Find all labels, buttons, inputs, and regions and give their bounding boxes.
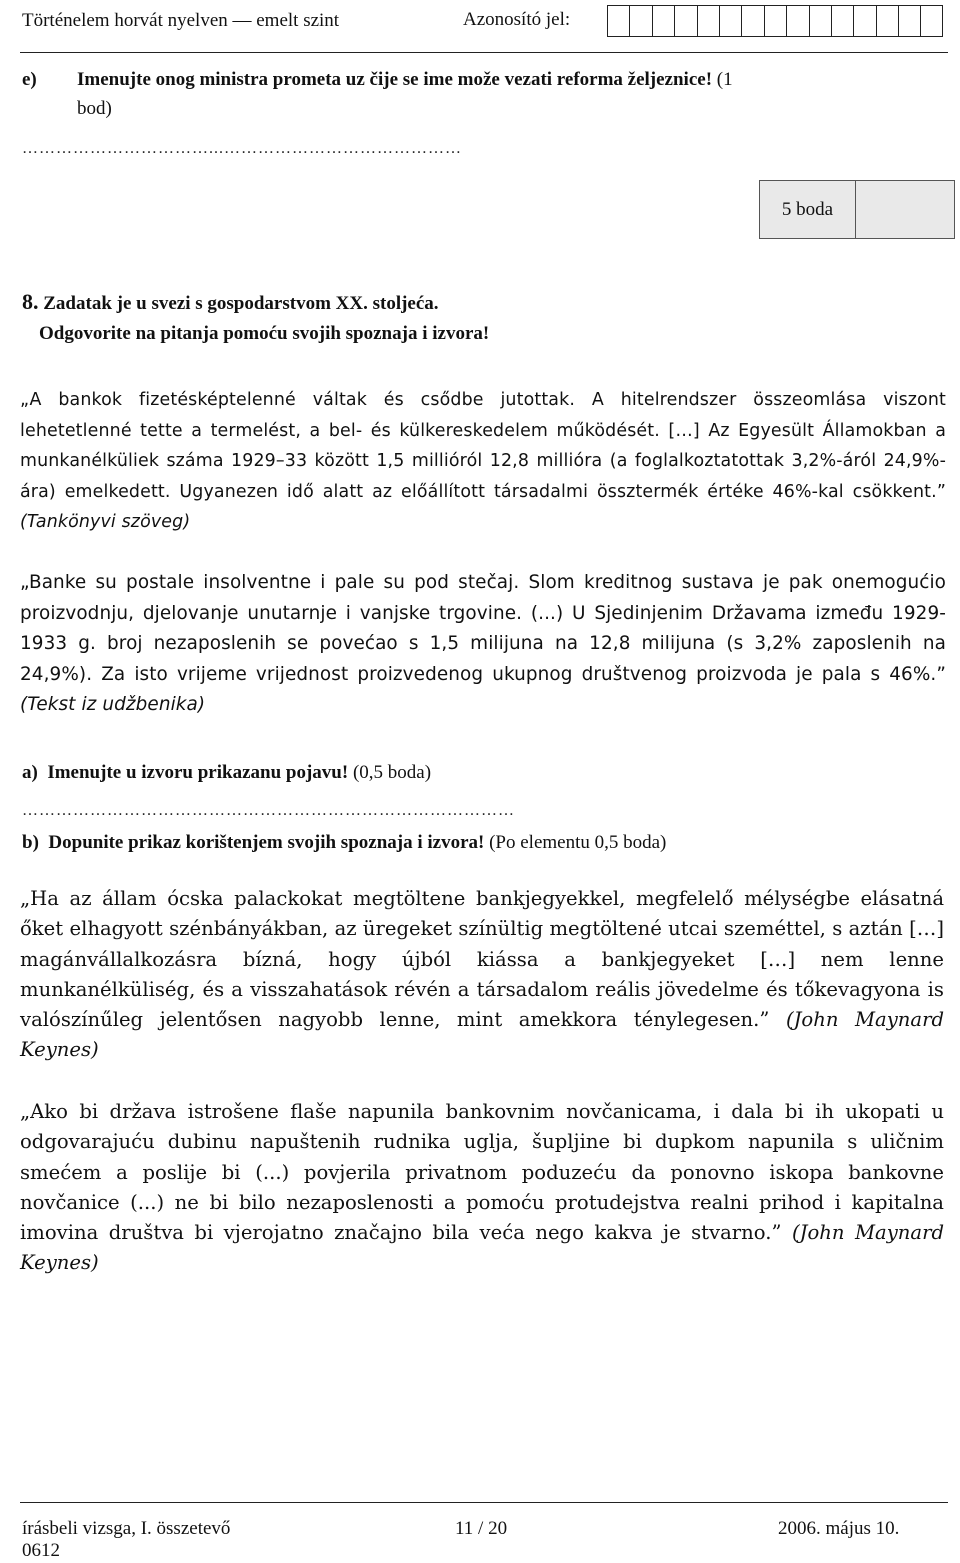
question-e-points-2: bod) [77, 98, 112, 119]
footer-exam-label: írásbeli vizsga, I. összetevő [22, 1518, 231, 1539]
id-box[interactable] [674, 5, 696, 37]
footer-page-number: 11 / 20 [455, 1518, 508, 1539]
task-8-line1: Zadatak je u svezi s gospodarstvom XX. stoljeća. [43, 293, 439, 314]
question-e-text: Imenujte onog ministra prometa uz čije se ime može vezati reforma željeznice! [77, 69, 713, 90]
score-box [759, 180, 955, 239]
id-box[interactable] [607, 5, 629, 37]
id-box[interactable] [719, 5, 741, 37]
score-cell[interactable] [856, 180, 955, 239]
question-a-points: (0,5 boda) [352, 762, 432, 783]
question-b-points: (Po elementu 0,5 boda) [489, 832, 667, 853]
id-box[interactable] [764, 5, 786, 37]
id-box[interactable] [853, 5, 875, 37]
source-hr [20, 568, 946, 721]
question-e-answer-line[interactable]: ……………………………...…………………………………… [22, 140, 462, 157]
source-hu-text: „A bankok fizetésképtelenné váltak és csődbe jutottak. A hitelrendszer összeomlása viszont lehetetlenné tette a termelést, a bel- és külkereskedelem működését. […] Az Egyesült Államokban a munkanélküliek száma 1929–33 között 1,5 millióról 12,8 millióra (a foglalkoztatottak 3,2%-áról 24,9%-ára) emelkedett. Ugyanezen idő alatt az előállított társadalmi össztermék értéke 46%-kal csökkent.” [20, 390, 946, 502]
question-a [22, 762, 431, 784]
footer-code: 0612 [22, 1540, 60, 1561]
question-b-text: Dopunite prikaz korištenjem svojih spoznaja i izvora! [48, 832, 485, 853]
source-hu-citation: (Tankönyvi szöveg) [20, 512, 191, 532]
question-a-answer-line[interactable]: …………………………………………………………………………… [22, 802, 515, 819]
task-8-line2: Odgovorite na pitanja pomoću svojih spoznaja i izvora! [39, 323, 490, 344]
id-box[interactable] [898, 5, 920, 37]
question-e-points-1: (1 [716, 69, 733, 90]
keynes-hu-text: „Ha az állam ócska palackokat megtöltene bankjegyekkel, megfelelő mélységbe elásatná őket elhagyott szénbányákban, az üregeket színültig megtöltené utcai szeméttel, s aztán […] magánvállalkozásra bízná, hogy újból kiássa a bankjegyeket […] nem lenne munkanélküliség, és a visszahatások révén a társadalom reális jövedelme és tőkevagyona is valószínűleg jelentősen nagyobb lenne, mint amekkora ténylegesen.” [20, 887, 944, 1032]
id-box[interactable] [786, 5, 808, 37]
keynes-hu-citation: (John Maynard Keynes) [20, 1008, 945, 1062]
keynes-quote-hu [20, 884, 944, 1066]
header-divider [20, 52, 948, 53]
footer-divider [20, 1502, 948, 1503]
question-e [22, 66, 952, 94]
id-box[interactable] [809, 5, 831, 37]
id-box[interactable] [629, 5, 651, 37]
id-box[interactable] [652, 5, 674, 37]
score-label: 5 boda [759, 180, 856, 239]
keynes-hr-text: „Ako bi država istrošene flaše napunila bankovnim novčanicama, i dala bi ih ukopati u odgovarajuću dubinu napuštenih rudnika uglja, šupljine bi dupkom napunila s uličnim smećem a poslije bi (...) povjerila privatnom poduzeću da ponovno iskopa bankovne novčanice (...) ne bi bilo nezaposlenosti a pomoću protudejstva realni prihod i kapitalna imovina društva bi vjerojatno značajno bila veća nego kakva je stvarno.” [20, 1100, 944, 1245]
keynes-quote-hr [20, 1097, 944, 1279]
footer-date: 2006. május 10. [778, 1518, 900, 1539]
id-box[interactable] [741, 5, 763, 37]
task-8-heading [22, 287, 489, 349]
id-label: Azonosító jel: [463, 9, 571, 30]
source-hr-text: „Banke su postale insolventne i pale su pod stečaj. Slom kreditnog sustava je pak onemogućio proizvodnju, djelovanje unutarnje i vanjske trgovine. (...) U Sjedinjenim Državama između 1929-1933 g. broj nezaposlenih se povećao s 1,5 milijuna na 12,8 milijuna (s 3,2% zaposlenih na 24,9%). Za isto vrijeme vrijednost proizvedenog ukupnog društvenog proizvoda je pala s 46%.” [20, 572, 946, 685]
id-box[interactable] [876, 5, 898, 37]
question-b [22, 832, 666, 854]
footer-left [22, 1518, 230, 1562]
task-8-number: 8. [22, 289, 39, 314]
id-boxes[interactable] [607, 5, 943, 37]
id-box[interactable] [920, 5, 942, 37]
question-b-label: b) [22, 832, 39, 853]
source-hu [20, 385, 946, 538]
question-e-label: e) [22, 69, 37, 90]
page-header-title: Történelem horvát nyelven — emelt szint [22, 10, 340, 31]
source-hr-citation: (Tekst iz udžbenika) [20, 694, 206, 715]
question-a-text: Imenujte u izvoru prikazanu pojavu! [47, 762, 349, 783]
id-box[interactable] [831, 5, 853, 37]
question-a-label: a) [22, 762, 38, 783]
keynes-hr-citation: (John Maynard Keynes) [20, 1221, 944, 1275]
id-box[interactable] [697, 5, 719, 37]
